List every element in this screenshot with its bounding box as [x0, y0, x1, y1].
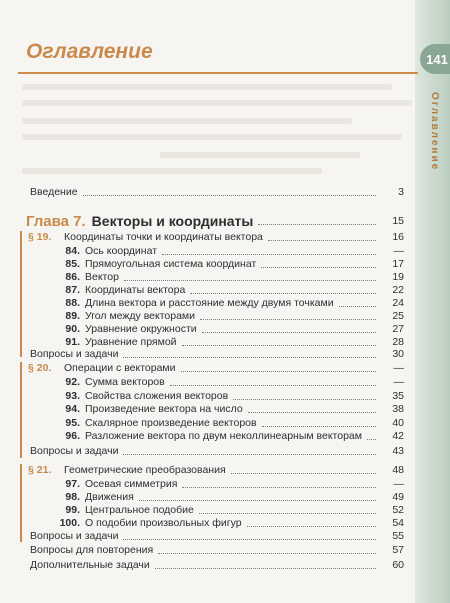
toc-tasks[interactable] — [30, 347, 404, 361]
item-number: 95. — [65, 416, 80, 429]
item-page: 42 — [392, 430, 404, 443]
item-label: Сумма векторов — [85, 376, 165, 388]
dot-leader — [199, 513, 376, 514]
toc-page: 55 — [392, 530, 404, 542]
toc-section-20[interactable] — [28, 361, 404, 375]
toc-item[interactable] — [46, 375, 404, 389]
toc-intro[interactable] — [30, 185, 404, 199]
section-title: Геометрические преобразования — [64, 464, 226, 476]
toc-page: 57 — [392, 544, 404, 556]
toc-item[interactable] — [46, 389, 404, 403]
dot-leader — [233, 399, 376, 400]
toc-section-19[interactable] — [28, 230, 404, 244]
dot-leader — [123, 454, 376, 455]
section-number: § 19. — [28, 231, 52, 243]
item-page: — — [393, 376, 404, 388]
chapter-number: Глава 7. — [26, 213, 86, 230]
toc-page: — — [393, 362, 404, 374]
dot-leader — [200, 319, 376, 320]
section-line — [20, 464, 22, 542]
section-title: Операции с векторами — [64, 362, 176, 374]
item-page: 28 — [392, 336, 404, 348]
toc-item[interactable] — [46, 244, 404, 258]
toc-label: Вопросы и задачи — [30, 348, 119, 360]
toc-item[interactable] — [46, 296, 404, 310]
header-rule — [18, 72, 418, 74]
item-page: 24 — [392, 297, 404, 309]
dot-leader — [268, 240, 376, 241]
toc-item[interactable] — [46, 429, 404, 443]
toc-label: Дополнительные задачи — [30, 559, 150, 571]
item-label: Уравнение прямой — [85, 336, 177, 348]
toc-item[interactable] — [46, 270, 404, 284]
item-page: 40 — [392, 416, 404, 429]
toc-item[interactable] — [46, 257, 404, 271]
dot-leader — [124, 280, 376, 281]
dot-leader — [202, 332, 376, 333]
toc-tasks[interactable] — [30, 444, 404, 458]
toc-section-21[interactable] — [28, 463, 404, 477]
toc-page: 60 — [392, 559, 404, 571]
item-page: 19 — [392, 271, 404, 283]
item-page: 22 — [392, 284, 404, 296]
dot-leader — [83, 195, 376, 196]
toc-label: Введение — [30, 186, 78, 198]
toc-page: 3 — [398, 186, 404, 198]
bleed-through — [22, 134, 402, 140]
page-number-badge: 141 — [420, 44, 450, 74]
dot-leader — [139, 500, 376, 501]
item-number: 92. — [65, 376, 80, 388]
toc-chapter-7[interactable] — [26, 210, 404, 228]
dot-leader — [158, 553, 376, 554]
item-page: — — [393, 245, 404, 257]
item-label: Разложение вектора по двум неколлинеарным векторам — [85, 430, 362, 443]
dot-leader — [182, 345, 376, 346]
item-number: 89. — [65, 310, 80, 322]
item-number: 87. — [65, 284, 80, 296]
bleed-through — [22, 100, 412, 106]
item-number: 98. — [65, 491, 80, 503]
toc-tasks[interactable] — [30, 529, 404, 543]
bleed-through — [22, 168, 322, 174]
dot-leader — [258, 224, 376, 225]
item-label: Центральное подобие — [85, 504, 194, 516]
item-number: 94. — [65, 403, 80, 416]
item-page: 38 — [392, 403, 404, 416]
dot-leader — [231, 473, 376, 474]
item-page: 25 — [392, 310, 404, 322]
chapter-title: Векторы и координаты — [91, 213, 254, 229]
section-number: § 20. — [28, 362, 52, 374]
section-title: Координаты точки и координаты вектора — [64, 231, 263, 243]
toc-item[interactable] — [46, 503, 404, 517]
toc-review[interactable] — [30, 543, 404, 557]
section-line — [20, 362, 22, 458]
toc-page: 43 — [392, 445, 404, 457]
bleed-through — [22, 118, 352, 124]
item-page: 27 — [392, 323, 404, 335]
item-number: 88. — [65, 297, 80, 309]
toc-page: 48 — [392, 464, 404, 476]
toc-label: Вопросы и задачи — [30, 530, 119, 542]
toc-label: Вопросы и задачи — [30, 445, 119, 457]
item-number: 84. — [65, 245, 80, 257]
item-number: 86. — [65, 271, 80, 283]
dot-leader — [155, 568, 376, 569]
item-label: Угол между векторами — [85, 310, 196, 322]
item-number: 91. — [65, 336, 80, 348]
toc-page: 15 — [392, 215, 404, 227]
toc-page: 16 — [392, 231, 404, 243]
item-label: Скалярное произведение векторов — [85, 416, 257, 429]
item-number: 99. — [65, 504, 80, 516]
item-label: Произведение вектора на число — [85, 403, 243, 416]
bleed-through — [160, 152, 360, 158]
dot-leader — [247, 526, 376, 527]
toc-page: 30 — [392, 348, 404, 360]
item-label: Координаты вектора — [85, 284, 186, 296]
item-page: 52 — [392, 504, 404, 516]
toc-item[interactable] — [46, 416, 404, 430]
dot-leader — [162, 254, 376, 255]
dot-leader — [182, 487, 376, 488]
dot-leader — [262, 426, 376, 427]
item-label: Длина вектора и расстояние между двумя точками — [85, 297, 334, 309]
dot-leader — [248, 412, 376, 413]
item-label: О подобии произвольных фигур — [85, 517, 242, 529]
item-label: Осевая симметрия — [85, 478, 178, 490]
item-page: 49 — [392, 491, 404, 503]
item-number: 97. — [65, 478, 80, 490]
item-number: 100. — [59, 517, 80, 529]
item-page: 54 — [392, 517, 404, 529]
toc-item[interactable] — [46, 477, 404, 491]
dot-leader — [181, 371, 376, 372]
toc-item[interactable] — [46, 309, 404, 323]
item-number: 90. — [65, 323, 80, 335]
dot-leader — [123, 539, 376, 540]
item-page: 17 — [392, 258, 404, 270]
dot-leader — [170, 385, 376, 386]
section-number: § 21. — [28, 464, 52, 476]
item-number: 93. — [65, 389, 80, 402]
side-section-title: Оглавление — [429, 92, 440, 172]
dot-leader — [123, 357, 376, 358]
item-page: — — [393, 478, 404, 490]
item-page: 35 — [392, 389, 404, 402]
dot-leader — [261, 267, 376, 268]
dot-leader — [367, 439, 376, 440]
item-label: Уравнение окружности — [85, 323, 197, 335]
section-line — [20, 231, 22, 357]
toc-item[interactable] — [46, 402, 404, 416]
item-number: 85. — [65, 258, 80, 270]
page-title: Оглавление — [26, 40, 153, 63]
dot-leader — [190, 293, 376, 294]
item-number: 96. — [65, 430, 80, 443]
toc-item[interactable] — [46, 516, 404, 530]
dot-leader — [339, 306, 376, 307]
item-label: Движения — [85, 491, 134, 503]
toc-item[interactable] — [46, 283, 404, 297]
item-label: Свойства сложения векторов — [85, 389, 229, 402]
toc-item[interactable] — [46, 490, 404, 504]
item-label: Прямоугольная система координат — [85, 258, 257, 270]
toc-label: Вопросы для повторения — [30, 544, 154, 556]
toc-item[interactable] — [46, 322, 404, 336]
toc-extra[interactable] — [30, 558, 404, 572]
bleed-through — [22, 84, 392, 90]
item-label: Вектор — [85, 271, 119, 283]
side-tab — [415, 0, 450, 603]
item-label: Ось координат — [85, 245, 158, 257]
